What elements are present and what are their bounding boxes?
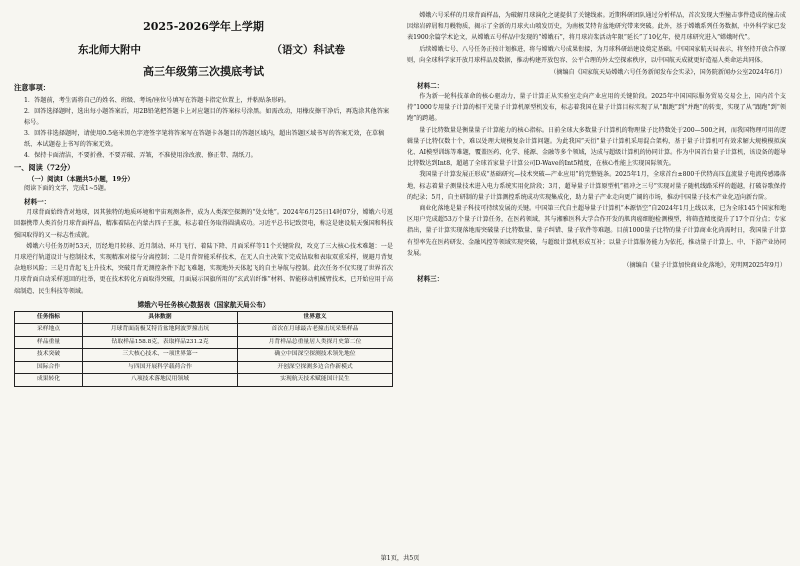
table-cell: 确立中国深空探测技术领先地位 bbox=[238, 349, 393, 362]
school-name: 东北师大附中 bbox=[78, 44, 141, 56]
data-table bbox=[14, 311, 393, 387]
paragraph: 嫦娥六号采样的月球背面样品，为破解月球演化之谜提供了关键线索。近期科研团队通过分析样品，首次发现大型撞击事件造成的撞击成因熔岩碎屑和月幔物质，揭示了全新的月球火山喷发历史，为南极艾特肯盆地研究带来突破。此外，基于嫦娥系列任务数据，中外科学家已发表1900余篇学术论文，从嫦娥五号样品中发现的“嫦娥石”，将月球岩浆活动年限“延长”了10亿年，使月球研究进入“嫦娥时代”。 bbox=[407, 12, 786, 42]
table-cell: 采样地点 bbox=[15, 324, 83, 337]
paragraph: 量子比特数量是衡量量子计算能力的核心指标。日前全球大多数量子计算机的物理量子比特数处于200—500之间，而我国物理可用的逻辑量子比特仅数十个，难以处理大规模复杂计算问题。为此我国“天衍”量子计算机采用混合架构，基于量子计算机可有效求解大规模模拟演化、AI模型训练等难题，覆盖医药、化学、能源、金融等多个领域，达成与超级计算机的协同计算。作为中国首台量子计算机，该设备的超导比特数达到Int8，超越了全球首家量子计算公司D-Wave的Int5精度，在核心性能上实现国际领先。 bbox=[407, 126, 786, 168]
paragraph: 嫦娥六号任务历时53天，历经地月转移、近月制动、环月飞行、着陆下降、月面采样等11个关键阶段，攻克了三大核心技术难题：一是月球逆行轨道设计与控制技术，实现精准对接与分离控制；二是月背智能采样技术，在无人自主决策下完成钻取和表取双重采样，规避月背复杂地形风险；三是月背起飞上升技术，突破月背无测控条件下起飞难题，实现地外天体起飞的自主导航与控制。此次任务不仅实现了世界首次月球背面自动采样返回的壮举，更在技术转化方面取得突破，月面展示国旗所用的“玄武岩纤维”材料、智能移动机械臂技术，已开始应用于高端制造、民生科技等领域。 bbox=[14, 242, 393, 295]
paragraph: 我国量子计算发展正形成“基础研究—技术突破—产业应用”的完整链条。2025年1月，全球首台±800千伏特高压直流量子电流传感器落地，标志着量子测量技术进入电力系统实用化阶段；3月，超导量子计算原型机“祖冲之三号”实现对量子随机线路采样的超越，打破谷歌保持的纪录；5月，自主研制的量子计算测控系统成功实现集成化，助力量子产业走向更广阔的市场，推动中国量子技术产业化迈向新台阶。 bbox=[407, 171, 786, 201]
table-cell: 成果转化 bbox=[15, 374, 83, 387]
paragraph: 后续嫦娥七号、八号任务正按计划推进，将与嫦娥六号成果衔接，为月球科研站建设奠定基础。中国国家航天局表示，将坚持开放合作原则，向全球科学家开放月球样品及数据，推动构建开放包容、公平合理的外太空探索秩序，以中国航天成就更好造福人类命运共同体。 bbox=[407, 45, 786, 64]
note-item: 1．答题前，考生需将自己的姓名、班级、考场/座位号填写在答题卡指定位置上，并粘贴条形码。 bbox=[24, 97, 290, 104]
exam-year: 2025-2026学年上学期 bbox=[143, 20, 264, 33]
title-row bbox=[14, 42, 393, 57]
section-heading: 一、阅读（72分） bbox=[14, 163, 75, 172]
table-cell: 与四国开展科学载荷合作 bbox=[83, 361, 238, 374]
table-row bbox=[15, 324, 393, 337]
table-cell: 八项技术落地民用领域 bbox=[83, 374, 238, 387]
table-caption: 嫦娥六号任务核心数据表（国家航天局公布） bbox=[137, 300, 270, 309]
note-item: 4．保持卡面清洁，不要折叠、不要弄破、弄皱，不准使用涂改液、修正带、刮纸刀。 bbox=[24, 152, 257, 159]
table-cell: 月背样品总重量居人类探月史第二位 bbox=[238, 336, 393, 349]
table-row bbox=[15, 374, 393, 387]
table-header-row bbox=[15, 311, 393, 324]
instruction: 阅读下面的文字，完成1~5题。 bbox=[24, 185, 110, 192]
table-cell: 月球背面南极艾特肯盆地阿波罗撞击坑 bbox=[83, 324, 238, 337]
paragraph: 商业化落地是量子科技可持续发展的关键。中国第三代自主超导量子计算机“本源悟空”自2024年1月上线以来，已为全球145个国家和地区用户完成超53万个量子计算任务，在医药领域，其与湘雅医科大学合作开发的肌肉癌细胞检测模型，将筛查精度提升了17个百分点；专家指出，量子计算实现落地需突破量子比特数量、量子纠错、量子软件等难题。目前1000量子比特的量子计算商业化尚需时日，我国量子计算有望率先在医药研发、金融风控等领域实现突破，与超级计算机形成互补；以量子计算服务能力为依托，推动量子计算上、中、下游产业协同发展。 bbox=[407, 205, 786, 257]
table-cell: 实现航天技术赋能国计民生 bbox=[238, 374, 393, 387]
table-cell: 开创深空探测多边合作新模式 bbox=[238, 361, 393, 374]
subject-label: （语文）科试卷 bbox=[271, 44, 345, 56]
table-header-cell: 任务指标 bbox=[15, 311, 83, 324]
subsection-heading: （一）阅读Ⅰ（本题共5小题，19分） bbox=[28, 175, 134, 183]
table-cell: 样品重量 bbox=[15, 336, 83, 349]
table-cell: 三大核心技术、一项世界第一 bbox=[83, 349, 238, 362]
paragraph: 作为新一轮科技革命的核心驱动力，量子计算正从实验室走向产业应用的关键阶段。2025年中国国际服务贸易交易会上，国内首个支持“1000专用量子计算的相干光量子计算机原型机发布，标志着我国在量子计算目标实现了从“跟跑”到“并跑”的转变，实现了从“跟跑”到“领跑”的跨越。 bbox=[407, 93, 786, 123]
note-item: 3．回答非选择题时，请使用0.5毫米黑色字迹签字笔将答案写在答题卡各题目的答题区域内，超出答题区域书写的答案无效，在草稿纸、本试题卷上书写的答案无效。 bbox=[24, 130, 385, 148]
table-row bbox=[15, 361, 393, 374]
source-citation: （摘编自《国家航天局嫦娥六号任务新闻发布会实录》，国务院新闻办公室2024年6月） bbox=[550, 69, 786, 77]
table-row bbox=[15, 336, 393, 349]
table-header-cell: 世界意义 bbox=[238, 311, 393, 324]
material-label: 材料二： bbox=[417, 82, 444, 91]
table-row bbox=[15, 349, 393, 362]
left-column bbox=[14, 10, 393, 552]
page-footer: 第1页，共5页 bbox=[380, 555, 420, 562]
right-column bbox=[407, 10, 786, 552]
source-citation: （摘编自《量子计算加快商业化落地》，光明网2025年9月） bbox=[623, 262, 786, 270]
table-header-cell: 具体数据 bbox=[83, 311, 238, 324]
paragraph: 月球背面始终背对地球，因其独特的地质环境和宇宙观测条件，成为人类深空探测的“处女地”。2024年6月25日14时07分，嫦娥六号返回器携带人类首份月球背面样品，精准着陆在内蒙古四子王旗，标志着任务取得圆满成功。习近平总书记致贺电，称这是建设航天强国和科技强国取得的又一标志性成就。 bbox=[14, 209, 393, 239]
table-cell: 技术突破 bbox=[15, 349, 83, 362]
table-cell: 钻取样品158.8克，表取样品231.2克 bbox=[83, 336, 238, 349]
notes-title: 注意事项： bbox=[14, 83, 50, 92]
note-item: 2．回答选择题时，选出每小题答案后，用2B铅笔把答题卡上对应题目的答案标号涂黑。如需改动，用橡皮擦干净后，再选涂其他答案标号。 bbox=[24, 108, 390, 126]
exam-title: 高三年级第三次摸底考试 bbox=[143, 65, 264, 78]
table-cell: 首次在月球最古老撞击坑采集样品 bbox=[238, 324, 393, 337]
table-cell: 国际合作 bbox=[15, 361, 83, 374]
material-label: 材料三： bbox=[417, 275, 444, 284]
material-label: 材料一： bbox=[24, 198, 51, 207]
